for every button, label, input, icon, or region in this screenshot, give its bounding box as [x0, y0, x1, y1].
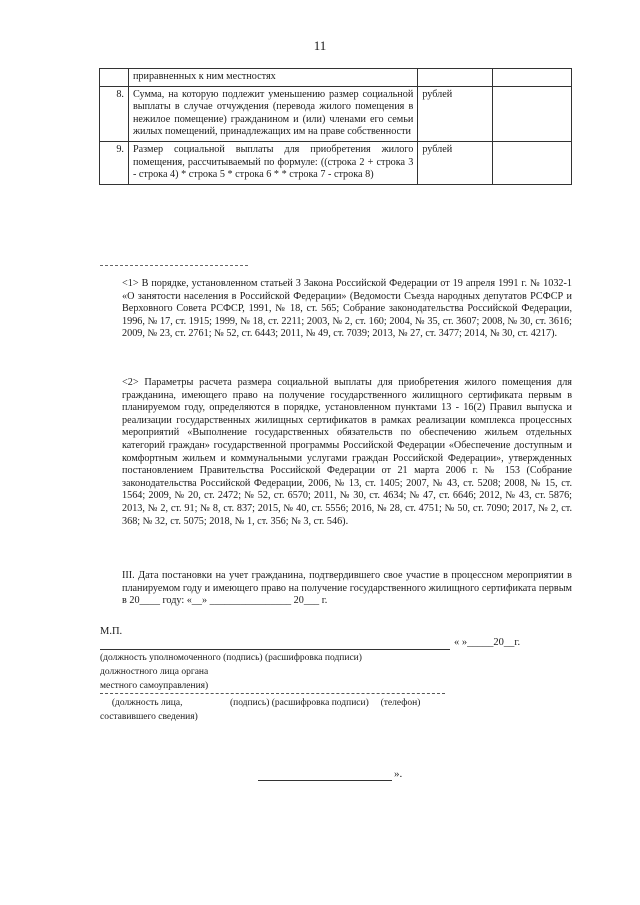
- row-value-cell: [493, 86, 572, 141]
- row-value-cell: [493, 69, 572, 87]
- section-3-text: III. Дата постановки на учет гражданина, подтвердившего свое участие в процессном мероприятии в планируемом году и имеющего право на получение государственного жилищного сертификата первым в 20____ году: «__» ________________ 20___ г.: [122, 570, 572, 607]
- compiler-signature-caption: [100, 696, 420, 724]
- signature-caption: [100, 651, 362, 693]
- footnote-1-text: <1> В порядке, установленном статьей 3 Закона Российской Федерации от 19 апреля 1991 г. № 1032-1 «О занятости населения в Российской Федерации» (Ведомости Съезда народных депутатов РСФСР и Верховного Совета РСФСР, 1991, № 18, ст. 565; Собрание законодательства Российской Федерации, 1996, № 17, ст. 1915; 1999, № 18, ст. 2211; 2003, № 2, ст. 160; 2004, № 35, ст. 3607; 2008, № 30, ст. 3616; 2009, № 23, ст. 2761; № 52, ст. 6443; 2011, № 49, ст. 7039; 2013, № 27, ст. 3477; 2014, № 30, ст. 4217).: [122, 278, 572, 340]
- row-description-cell: приравненных к ним местностях: [128, 69, 417, 87]
- closing-line: [258, 780, 392, 781]
- section-3: [100, 570, 572, 608]
- footnote-2-text: <2> Параметры расчета размера социальной выплаты для приобретения жилого помещения для гражданина, имеющего право на получение государственного жилищного сертификата первым в планируемом году, определяются в порядке, установленном пунктами 13 - 16(2) Правил выпуска и реализации государственных жилищных сертификатов в рамках реализации комплекса процессных мероприятий «Выполнение государственных обязательств по обеспечению жильем отдельных категорий граждан» государственной программы Российской Федерации «Обеспечение доступным и комфортным жильем и коммунальными услугами граждан Российской Федерации», утвержденных постановлением Правительства Российской Федерации от 21 марта 2006 г. № 153 (Собрание законодательства Российской Федерации, 2006, № 13, ст. 1405; 2007, № 43, ст. 5208; 2008, № 15, ст. 1564; 2009, № 20, ст. 2472; № 52, ст. 6570; 2011, № 30, ст. 4634; № 47, ст. 6646; 2012, № 43, ст. 5876; 2013, № 2, ст. 91; № 8, ст. 837; 2015, № 40, ст. 5556; 2016, № 28, ст. 4751; № 50, ст. 7090; 2017, № 2, ст. 368; № 32, ст. 5075; 2018, № 1, ст. 356; № 3, ст. 546).: [122, 377, 572, 527]
- row-description-cell: Размер социальной выплаты для приобретения жилого помещения, рассчитываемый по формуле: ((строка 2 + строка 3 - строка 4) * строка 5 * строка 6 * * строка 7 - строка 8): [128, 141, 417, 184]
- row-unit-cell: рублей: [418, 141, 493, 184]
- signature-line: [100, 649, 450, 650]
- row-number-cell: 8.: [100, 86, 129, 141]
- footnote-2: [100, 377, 572, 528]
- footnote-separator: [100, 265, 248, 266]
- table-row: [100, 141, 572, 184]
- row-number-cell: 9.: [100, 141, 129, 184]
- table-row: [100, 69, 572, 87]
- row-description-cell: Сумма, на которую подлежит уменьшению размер социальной выплаты в случае отчуждения (перевода жилого помещения в нежилое помещение) гражданином и (или) членами его семьи жилых помещений, принадлежащих им на праве собственности: [128, 86, 417, 141]
- caption-line: (должность уполномоченного (подпись) (расшифровка подписи): [100, 653, 362, 663]
- row-value-cell: [493, 141, 572, 184]
- caption-line: местного самоуправления): [100, 681, 209, 691]
- row-unit-cell: [418, 69, 493, 87]
- table-row: [100, 86, 572, 141]
- seal-label: М.П.: [100, 626, 123, 637]
- compiler-signature-line: [100, 693, 445, 694]
- calculation-table: [99, 68, 572, 185]
- caption-line: составившего сведения): [100, 712, 198, 722]
- row-unit-cell: рублей: [418, 86, 493, 141]
- row-number-cell: [100, 69, 129, 87]
- caption-line: (должность лица, (подпись) (расшифровка подписи) (телефон): [100, 698, 421, 708]
- caption-line: должностного лица органа: [100, 667, 209, 677]
- closing-quote: ».: [394, 768, 403, 780]
- footnote-1: [100, 278, 572, 341]
- signature-date: « »_____20__г.: [454, 637, 521, 648]
- page-number: 11: [313, 38, 327, 53]
